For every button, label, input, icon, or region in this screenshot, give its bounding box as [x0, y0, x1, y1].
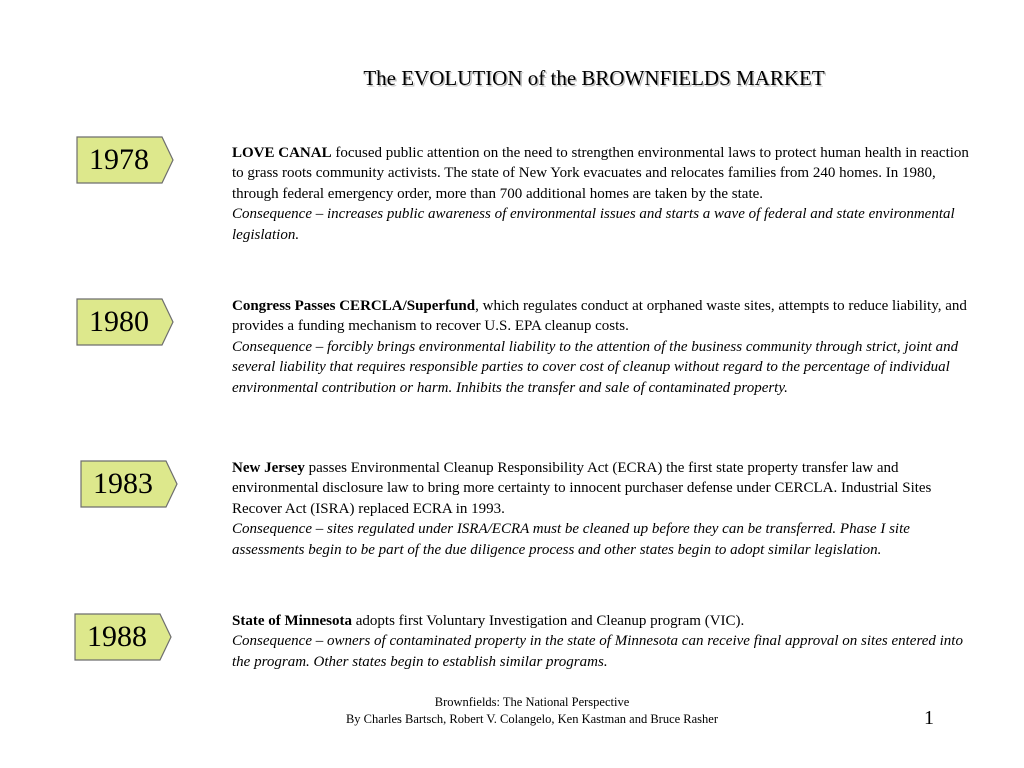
year-label: 1978 [89, 143, 149, 176]
timeline-entry [232, 458, 972, 560]
year-label: 1980 [89, 305, 149, 338]
entry-text: focused public attention on the need to strengthen environmental laws to protect human health in reaction to grass roots community activists. The state of New York evacuates and relocates families from 240 homes. In 1980, through federal emergency order, more than 700 additional homes are taken by the state. [232, 145, 969, 202]
entry-lead: State of Minnesota [232, 613, 352, 629]
year-label: 1988 [87, 620, 147, 653]
entry-text: , which regulates conduct at orphaned waste sites, attempts to reduce liability, and provides a funding mechanism to recover U.S. EPA cleanup costs. [232, 298, 967, 335]
year-tag [76, 298, 176, 346]
year-tag [76, 136, 176, 184]
timeline-entry [232, 296, 972, 398]
entry-lead: LOVE CANAL [232, 145, 332, 161]
entry-consequence: Consequence – increases public awareness of environmental issues and starts a wave of federal and state environmental legislation. [232, 206, 955, 243]
entry-text: adopts first Voluntary Investigation and Cleanup program (VIC). [352, 613, 745, 629]
year-tag [74, 613, 174, 661]
timeline-entry [232, 611, 972, 672]
page-title: The EVOLUTION of the BROWNFIELDS MARKET [363, 66, 825, 90]
entry-consequence: Consequence – sites regulated under ISRA/ECRA must be cleaned up before they can be transferred. Phase I site assessments begin to be part of the due diligence process and other states begin to adopt similar legislation. [232, 521, 910, 558]
entry-lead: New Jersey [232, 460, 305, 476]
entry-consequence: Consequence – owners of contaminated property in the state of Minnesota can receive final approval on sites entered into the program. Other states begin to establish similar programs. [232, 633, 963, 670]
year-tag [80, 460, 180, 508]
entry-text: passes Environmental Cleanup Responsibility Act (ECRA) the first state property transfer law and environmental disclosure law to bring more certainty to innocent purchaser defense under CERCLA. Industrial Sites Recover Act (ISRA) replaced ECRA in 1993. [232, 460, 932, 517]
footer [0, 694, 1024, 728]
page-number: 1 [924, 707, 934, 729]
timeline-entry [232, 143, 972, 245]
year-label: 1983 [93, 467, 153, 500]
footer-title: Brownfields: The National Perspective [434, 695, 630, 709]
footer-authors: By Charles Bartsch, Robert V. Colangelo, Ken Kastman and Bruce Rasher [345, 712, 719, 726]
entry-consequence: Consequence – forcibly brings environmental liability to the attention of the business community through strict, joint and several liability that requires responsible parties to cover cost of cleanup without regard to the percentage of individual environmental contribution or harm. Inhibits the transfer and sale of contaminated property. [232, 338, 959, 396]
entry-lead: Congress Passes CERCLA/Superfund [232, 298, 476, 314]
